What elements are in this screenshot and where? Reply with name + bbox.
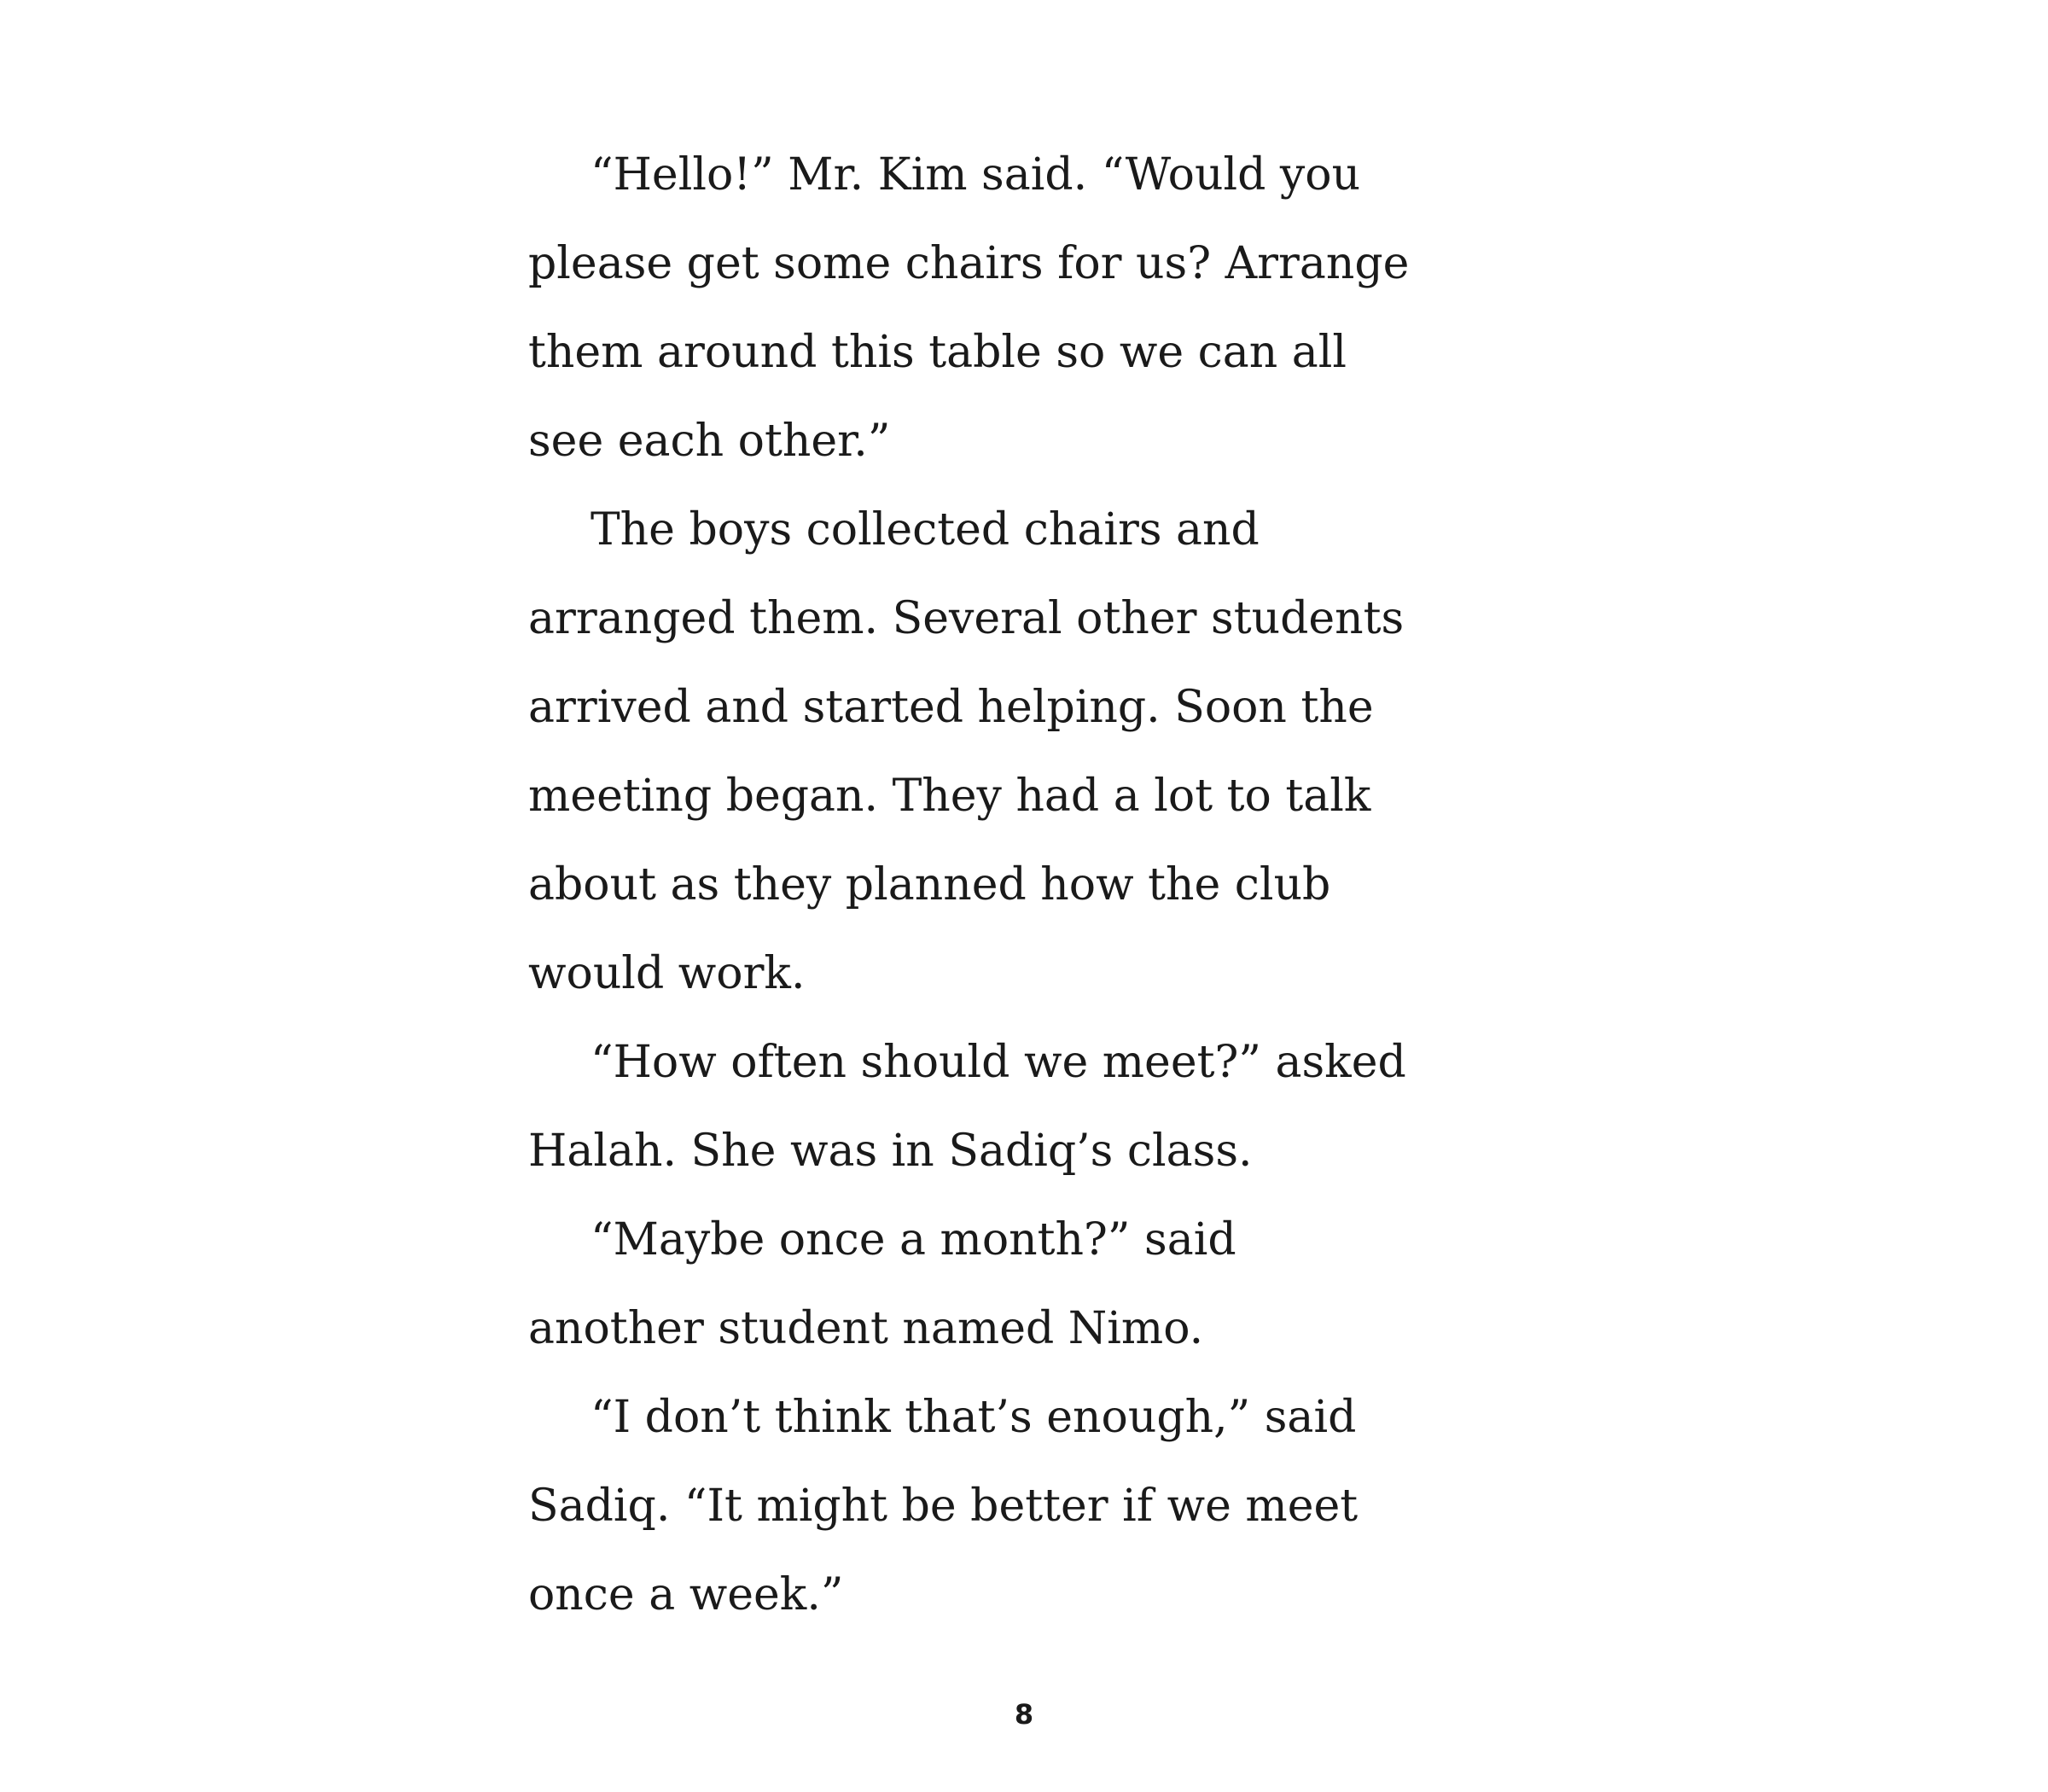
story-text <box>528 145 1501 1654</box>
text-line: arranged them. Several other students <box>528 593 1405 644</box>
text-line: would work. <box>528 948 806 999</box>
text-line: about as they planned how the club <box>528 859 1331 911</box>
text-line: “I don’t think that’s enough,” said <box>591 1392 1357 1443</box>
text-line: The boys collected chairs and <box>591 504 1260 556</box>
text-line: “How often should we meet?” asked <box>591 1037 1406 1088</box>
text-line: “Maybe once a month?” said <box>591 1214 1236 1265</box>
text-line: another student named Nimo. <box>528 1303 1204 1354</box>
text-line: “Hello!” Mr. Kim said. “Would you <box>591 149 1361 201</box>
text-line: Sadiq. “It might be better if we meet <box>528 1481 1359 1532</box>
page-number: 8 <box>1014 1698 1034 1731</box>
text-line: see each other.” <box>528 416 891 467</box>
text-line: meeting began. They had a lot to talk <box>528 771 1371 822</box>
text-line: them around this table so we can all <box>528 327 1347 378</box>
text-line: Halah. She was in Sadiq’s class. <box>528 1126 1253 1177</box>
text-line: arrived and started helping. Soon the <box>528 682 1374 733</box>
text-line: once a week.” <box>528 1569 844 1620</box>
text-line: please get some chairs for us? Arrange <box>528 238 1410 289</box>
